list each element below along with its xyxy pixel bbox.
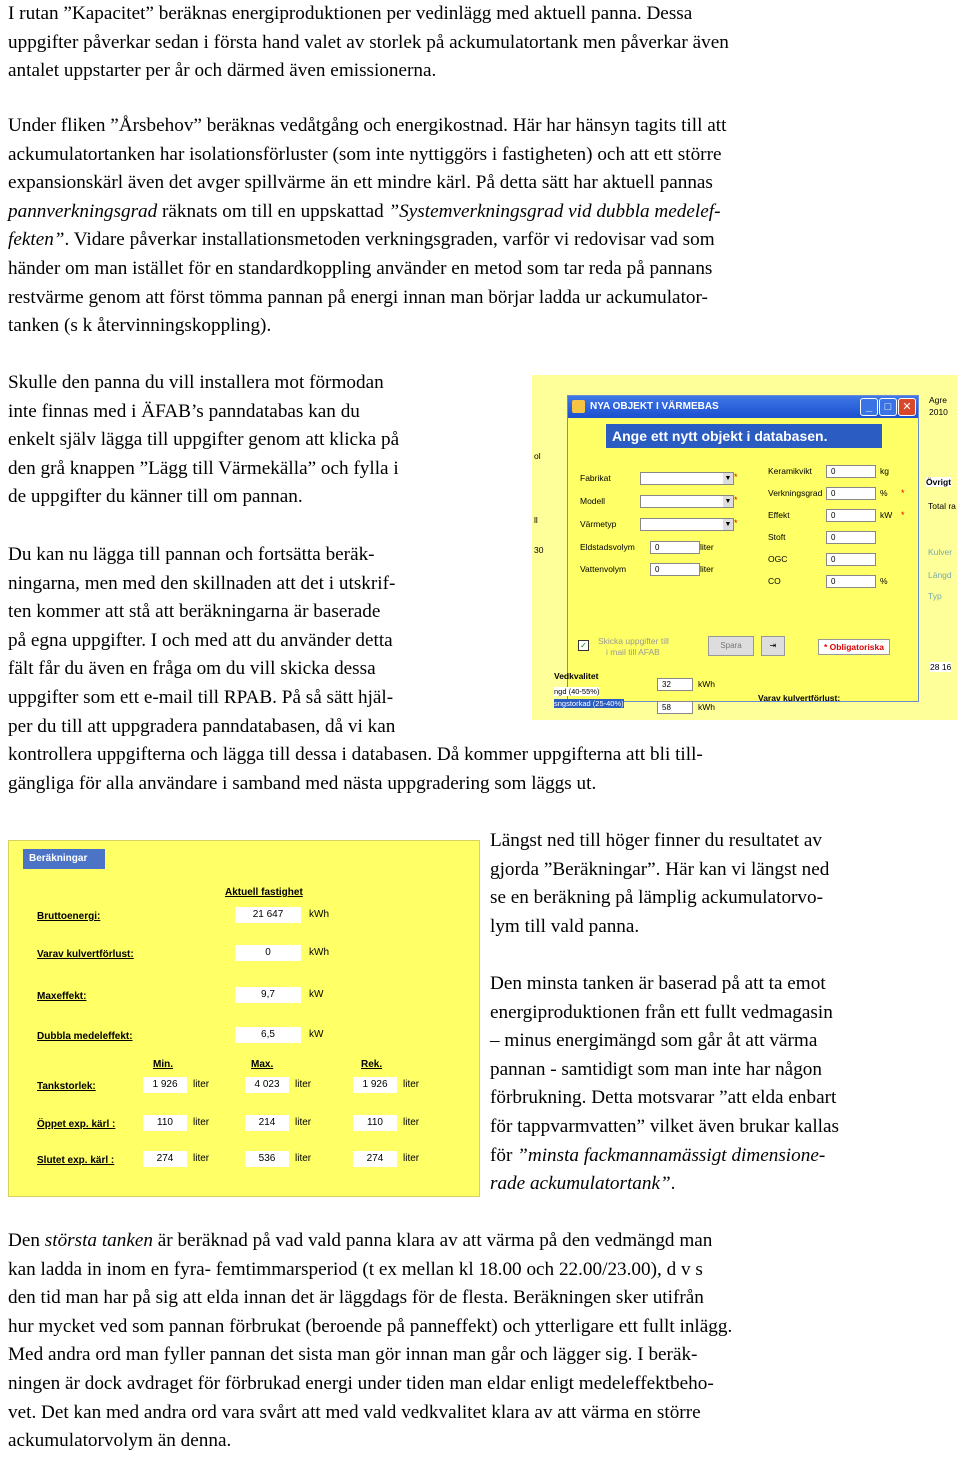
unit: liter	[193, 1153, 210, 1164]
unit: liter	[295, 1153, 312, 1164]
text-line: ningarna, men med den skillnaden att det i utskrif-	[8, 572, 396, 594]
unit: liter	[193, 1117, 210, 1128]
text-line: Skulle den panna du vill installera mot förmodan	[8, 372, 384, 393]
text-line: den grå knappen ”Lägg till Värmekälla” och fylla i	[8, 457, 399, 479]
app-icon	[572, 400, 585, 413]
text-line: vet. Det kan med andra ord vara svårt att med vald vedkvalitet klara av att värma en större	[8, 1401, 701, 1423]
value-bruttoenergi: 21 647	[235, 907, 301, 923]
label-verkningsgrad: Verkningsgrad	[768, 488, 823, 498]
text-line: fält får du även en fråga om du vill skicka dessa	[8, 658, 376, 680]
value-rek: 274	[353, 1151, 397, 1167]
text-line: – minus energimängd som går åt att värma	[490, 1030, 818, 1052]
unit: kg	[880, 466, 889, 476]
minimize-icon[interactable]: _	[860, 398, 878, 416]
text-line: restvärme genom att först tömma pannan på energi innan man börjar ladda ur ackumulator-	[8, 286, 708, 308]
exit-button[interactable]: ⇥	[761, 636, 785, 656]
bg-unit: kWh	[698, 702, 715, 712]
required-marker: *	[901, 510, 905, 520]
text-line: Under fliken ”Årsbehov” beräknas vedåtgång och energikostnad. Här har hänsyn tagits till att	[8, 115, 727, 136]
text-line: antalet uppstarter per år och därmed även emissionerna.	[8, 60, 437, 82]
value-rek: 110	[353, 1115, 397, 1131]
bg-unit: kWh	[698, 679, 715, 689]
text-line: kan ladda in inom en fyra- femtimmarsperiod (t ex mellan kl 18.00 och 22.00/23.00), d v s	[8, 1258, 703, 1280]
value-maxeffekt: 9,7	[235, 987, 301, 1003]
co-input[interactable]: 0	[826, 575, 876, 588]
text-line	[490, 1170, 839, 1199]
label-slutet-exp-karl: Slutet exp. kärl :	[37, 1155, 115, 1166]
text-line: enkelt själv lägga till uppgifter genom att klicka på	[8, 429, 400, 451]
unit: liter	[295, 1117, 312, 1128]
value-max: 214	[245, 1115, 289, 1131]
checkbox-label: i mail till AFAB	[606, 647, 660, 657]
keramikvikt-input[interactable]: 0	[826, 465, 876, 478]
text-line: Du kan nu lägga till pannan och fortsätta beräk-	[8, 544, 375, 565]
text-line: den tid man har på sig att elda innan det är läggdags för de flesta. Beräkningen sker utifrån	[8, 1287, 704, 1309]
text-span: Den	[8, 1230, 45, 1251]
label-co: CO	[768, 576, 781, 586]
modell-select[interactable]	[640, 495, 734, 508]
bg-text: 30	[534, 545, 544, 555]
value-kulvertforlust: 0	[235, 945, 301, 961]
text-line: I rutan ”Kapacitet” beräknas energiproduktionen per vedinlägg med aktuell panna. Dessa	[8, 3, 693, 24]
text-line: uppgifter som ett e-mail till RPAB. På så sätt hjäl-	[8, 686, 394, 708]
required-legend: * Obligatoriska	[818, 639, 890, 655]
bg-text: ol	[534, 451, 541, 461]
italic-term: största tanken	[44, 1230, 153, 1251]
fabrikat-select[interactable]	[640, 472, 734, 485]
vattenvolym-input[interactable]: 0	[650, 563, 700, 576]
bg-text: 28 16	[930, 662, 952, 672]
col-header-rek: Rek.	[361, 1059, 383, 1070]
text-line	[8, 226, 726, 255]
text-line: gängliga för alla användare i samband med nästa uppgradering som läggs ut.	[8, 772, 597, 794]
label-vattenvolym: Vattenvolym	[580, 564, 627, 574]
text-line: ackumulatorvolym än denna.	[8, 1430, 232, 1452]
bg-value: 58	[657, 701, 693, 714]
text-line: per du till att uppgradera panndatabasen, då vi kan	[8, 715, 396, 737]
col-header-min: Min.	[153, 1059, 173, 1070]
text-line: pannan - samtidigt som man inte har någon	[490, 1058, 822, 1080]
bg-text: Total ra	[928, 501, 956, 511]
value-dubbla-medeleffekt: 6,5	[235, 1027, 301, 1043]
close-icon[interactable]: ✕	[898, 398, 916, 416]
bg-text: ngd (40-55%)	[554, 687, 600, 696]
column-title: Aktuell fastighet	[225, 887, 303, 898]
checkbox-label: Skicka uppgifter till	[598, 636, 669, 646]
label-maxeffekt: Maxeffekt:	[37, 991, 87, 1002]
required-marker: *	[734, 495, 738, 505]
dialog-window	[567, 395, 919, 702]
bg-text: 2010	[929, 407, 948, 417]
dialog-heading: Ange ett nytt objekt i databasen.	[606, 424, 882, 448]
text-line: lym till vald panna.	[490, 915, 640, 937]
unit: liter	[295, 1079, 312, 1090]
text-line	[490, 1142, 839, 1171]
maximize-icon[interactable]: □	[879, 398, 897, 416]
label-ogc: OGC	[768, 554, 788, 564]
text-line: ten kommer att stå att beräkningarna är baserade	[8, 601, 381, 623]
text-line: händer om man istället för en standardkoppling använder en metod som tar reda på pannans	[8, 257, 713, 279]
bg-text: sngstorkad (25-40%)	[554, 699, 624, 708]
text-span: . Vidare påverkar installationsmetoden verkningsgraden, varför vi redovisar vad som	[64, 229, 715, 251]
paragraph-add-boiler	[8, 369, 399, 512]
unit: kWh	[309, 909, 329, 920]
save-button[interactable]: Spara	[708, 636, 754, 656]
new-object-dialog-screenshot	[532, 375, 957, 720]
bg-text: Varav kulvertförlust:	[758, 693, 841, 703]
italic-term: pannverkningsgrad	[8, 200, 158, 222]
unit-liter: liter	[700, 542, 714, 552]
label-effekt: Effekt	[768, 510, 790, 520]
calc-header: Beräkningar	[23, 849, 105, 869]
eldstadsvolym-input[interactable]: 0	[650, 541, 700, 554]
text-line: energiproduktionen från ett fullt vedmagasin	[490, 1001, 833, 1023]
value-min: 110	[143, 1115, 187, 1131]
text-line: hur mycket ved som pannan förbrukat (beroende på panneffekt) och ytterligare ett fullt inlägg.	[8, 1315, 733, 1337]
text-line	[8, 198, 726, 227]
text-line: expansionskärl även det avger spillvärme än ett mindre kärl. På detta sätt har aktuell pannas	[8, 172, 713, 194]
label-tankstorlek: Tankstorlek:	[37, 1081, 96, 1092]
italic-term: rade ackumulatortank”	[490, 1173, 671, 1195]
text-line: för tappvarmvatten” vilket även brukar kallas	[490, 1115, 839, 1137]
required-marker: *	[901, 488, 905, 498]
value-max: 4 023	[245, 1077, 289, 1093]
unit: kW	[880, 510, 893, 520]
bg-text: Längd	[928, 570, 952, 580]
text-line: Med andra ord man fyller pannan det sista man gör innan man går och lägger sig. I beräk-	[8, 1344, 698, 1366]
calc-panel-screenshot	[8, 840, 480, 1197]
paragraph-results	[490, 827, 829, 941]
chevron-down-icon: ▼	[724, 475, 732, 482]
label-kulvertforlust: Varav kulvertförlust:	[37, 949, 134, 960]
unit: %	[880, 488, 888, 498]
unit-liter: liter	[700, 564, 714, 574]
text-line: Längst ned till höger finner du resultatet av	[490, 830, 822, 851]
text-line: se en beräkning på lämplig ackumulatorvo-	[490, 887, 824, 909]
text-line: ackumulatortanken har isolationsförluster (som inte nyttiggörs i fastigheten) och att ett större	[8, 143, 722, 165]
bg-text: Agre	[929, 395, 947, 405]
label-eldstadsvolym: Eldstadsvolym	[580, 542, 635, 552]
verkningsgrad-input[interactable]: 0	[826, 487, 876, 500]
unit: liter	[193, 1079, 210, 1090]
text-line: på egna uppgifter. I och med att du använder detta	[8, 629, 393, 651]
bg-text: Vedkvalitet	[554, 671, 599, 681]
value-max: 536	[245, 1151, 289, 1167]
label-varmetyp: Värmetyp	[580, 519, 617, 529]
text-span: för	[490, 1144, 518, 1166]
text-span: .	[670, 1173, 676, 1195]
value-min: 1 926	[143, 1077, 187, 1093]
varmetyp-select[interactable]	[640, 518, 734, 531]
italic-term: ”minsta fackmannamässigt dimensione-	[517, 1144, 826, 1166]
bg-text: Kulver	[928, 547, 953, 557]
unit: kWh	[309, 947, 329, 958]
required-marker: *	[734, 472, 738, 482]
dialog-title: NYA OBJEKT I VÄRMEBAS	[590, 401, 719, 412]
text-span: räknats om till en uppskattad	[157, 200, 389, 222]
label-modell: Modell	[580, 496, 606, 506]
chevron-down-icon: ▼	[724, 521, 732, 528]
text-span: är beräknad på vad vald panna klara av att värma på den vedmängd man	[152, 1230, 713, 1251]
bg-text: Typ	[928, 591, 942, 601]
text-line: gjorda ”Beräkningar”. Här kan vi längst ned	[490, 858, 830, 880]
label-stoft: Stoft	[768, 532, 786, 542]
text-line: uppgifter påverkar sedan i första hand valet av storlek på ackumulatortank men påverkar även	[8, 31, 729, 53]
unit: liter	[403, 1079, 420, 1090]
bg-value: 32	[657, 678, 693, 691]
label-oppet-exp-karl: Öppet exp. kärl :	[37, 1119, 116, 1130]
ogc-input[interactable]: 0	[826, 553, 876, 566]
bg-text: ll	[534, 515, 538, 525]
text-line: tanken (s k återvinningskoppling).	[8, 315, 272, 337]
text-line: de uppgifter du känner till om pannan.	[8, 486, 303, 508]
text-line: ningen är dock avdraget för förbrukad energi under tiden man eldar enligt medeleffektbeho-	[8, 1372, 714, 1394]
stoft-input[interactable]: 0	[826, 531, 876, 544]
italic-term: fekten”	[8, 229, 65, 251]
paragraph-max-tank	[8, 1227, 732, 1456]
text-line: Den minsta tanken är baserad på att ta emot	[490, 973, 826, 994]
value-rek: 1 926	[353, 1077, 397, 1093]
paragraph-min-tank	[490, 970, 839, 1199]
text-line: kontrollera uppgifterna och lägga till dessa i databasen. Då kommer uppgifterna att bli till-	[8, 744, 703, 766]
italic-term: ”Systemverkningsgrad vid dubbla medelef-	[388, 200, 721, 222]
label-dubbla-medeleffekt: Dubbla medeleffekt:	[37, 1031, 133, 1042]
label-keramikvikt: Keramikvikt	[768, 466, 812, 476]
required-marker: *	[734, 518, 738, 528]
value-min: 274	[143, 1151, 187, 1167]
chevron-down-icon: ▼	[724, 498, 732, 505]
paragraph-kapacitet	[8, 0, 729, 86]
text-line: inte finnas med i ÄFAB’s panndatabas kan du	[8, 400, 360, 422]
unit: kW	[309, 989, 324, 1000]
paragraph-arsbehov	[8, 112, 726, 341]
unit: kW	[309, 1029, 324, 1040]
unit: %	[880, 576, 888, 586]
text-line	[8, 1227, 732, 1256]
send-data-checkbox[interactable]: ✓	[578, 640, 589, 651]
label-bruttoenergi: Bruttoenergi:	[37, 911, 101, 922]
unit: liter	[403, 1117, 420, 1128]
effekt-input[interactable]: 0	[826, 509, 876, 522]
col-header-max: Max.	[251, 1059, 274, 1070]
unit: liter	[403, 1153, 420, 1164]
bg-text: Övrigt	[926, 477, 952, 487]
text-line: förbrukning. Detta motsvarar ”att elda enbart	[490, 1087, 837, 1109]
label-fabrikat: Fabrikat	[580, 473, 611, 483]
dialog-titlebar	[568, 396, 918, 418]
